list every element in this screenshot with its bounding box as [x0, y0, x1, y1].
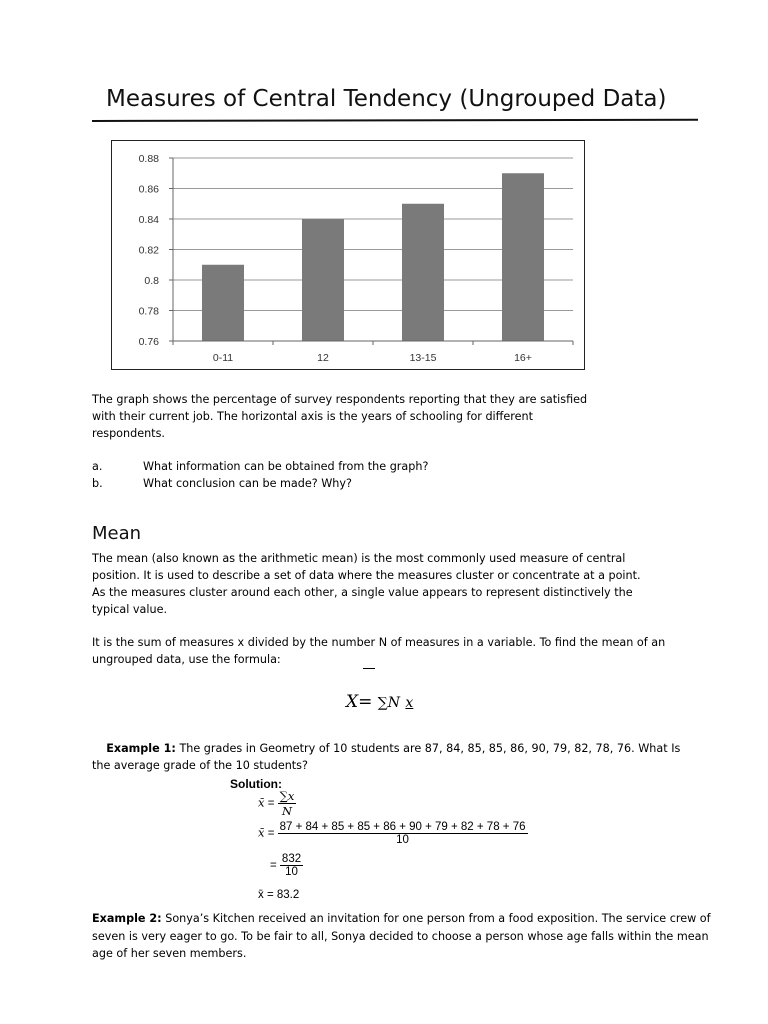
mean-paragraph-2	[92, 634, 665, 668]
fraction-numerator: ∑x	[279, 789, 295, 803]
solution-step-1	[258, 789, 296, 818]
bar	[502, 173, 544, 341]
bar	[402, 204, 444, 341]
bar	[202, 265, 244, 341]
mean-bar-symbol	[363, 668, 375, 669]
mean-p1-line: As the measures cluster around each other, a single value appears to represent distinctively the	[92, 586, 633, 599]
y-tick-label: 0.76	[138, 336, 159, 348]
mean-p2-line: It is the sum of measures x divided by the number N of measures in a variable. To find the mean of an	[92, 636, 666, 649]
example-2-line-1	[92, 910, 711, 928]
intro-line-2: with their current job. The horizontal axis is the years of schooling for different	[92, 410, 533, 423]
mean-p2-line: ungrouped data, use the formula:	[92, 653, 281, 666]
example-1-text-1: The grades in Geometry of 10 students are 87, 84, 85, 85, 86, 90, 79, 82, 78, 76. What Is	[175, 742, 681, 755]
fraction-denominator: N	[281, 804, 292, 818]
y-tick-label: 0.84	[138, 214, 159, 226]
y-tick-label: 0.78	[138, 305, 159, 318]
example-2-line-3: age of her seven members.	[92, 947, 247, 960]
title-underline	[92, 119, 698, 122]
question-text: What conclusion can be made? Why?	[143, 477, 352, 490]
mean-paragraph-1	[92, 550, 641, 618]
formula-x: X	[346, 692, 359, 712]
bar	[302, 219, 344, 341]
x-tick-label: 13-15	[409, 352, 437, 364]
equals-sign: =	[267, 827, 275, 840]
intro-line-3: respondents.	[92, 427, 165, 440]
mean-p1-line: The mean (also known as the arithmetic mean) is the most commonly used measure of central	[92, 552, 626, 565]
fraction-numerator: 832	[281, 853, 302, 865]
y-tick-label: 0.86	[138, 183, 159, 196]
mean-formula	[346, 692, 413, 712]
x-bar-symbol: x̄	[258, 795, 265, 810]
formula-eq: =	[358, 692, 373, 712]
x-tick-label: 12	[317, 352, 329, 364]
equals-sign: =	[267, 797, 275, 810]
intro-paragraph	[92, 391, 587, 442]
bar-chart	[111, 140, 585, 370]
y-tick-label: 0.82	[138, 244, 159, 257]
mean-heading: Mean	[92, 523, 142, 544]
example-1-paragraph	[92, 740, 680, 774]
question-text: What information can be obtained from the graph?	[143, 460, 429, 473]
page-title: Measures of Central Tendency (Ungrouped Data)	[106, 86, 667, 112]
y-tick-label: 0.88	[138, 153, 159, 165]
question-label: b.	[92, 477, 103, 490]
equals-sign: =	[270, 859, 277, 872]
y-tick-label: 0.8	[144, 275, 159, 287]
sum-expression-fraction	[278, 821, 528, 846]
example-1-label: Example 1:	[106, 742, 176, 755]
example-2-line-2: seven is very eager to go. To be fair to all, Sonya decided to choose a person whose age falls within the mean	[92, 929, 709, 943]
solution-label: Solution:	[230, 777, 282, 791]
solution-result: x̄ = 83.2	[258, 889, 300, 901]
solution-step-3	[270, 853, 303, 878]
total-fraction	[280, 853, 303, 878]
intro-line-1: The graph shows the percentage of survey respondents reporting that they are satisfied	[92, 393, 588, 406]
formula-sum: ∑N	[377, 695, 401, 711]
formula-var: x	[405, 695, 414, 711]
fraction-denominator: 10	[285, 866, 298, 878]
mean-p1-line: typical value.	[92, 603, 168, 616]
x-tick-label: 0-11	[212, 352, 234, 364]
x-bar-symbol: x̄	[258, 825, 265, 840]
example-2-label: Example 2:	[92, 912, 162, 925]
solution-step-2	[258, 821, 528, 846]
x-tick-label: 16+	[514, 352, 532, 364]
example-2-text-1: Sonya’s Kitchen received an invitation for one person from a food exposition. The service crew of	[161, 912, 711, 925]
mean-p1-line: position. It is used to describe a set of data where the measures cluster or concentrate at a point.	[92, 569, 641, 582]
question-label: a.	[92, 460, 103, 473]
bar-chart-svg	[112, 141, 586, 371]
example-1-line-1	[92, 740, 680, 757]
example-1-line-2: the average grade of the 10 students?	[92, 759, 308, 772]
sum-over-n-fraction	[278, 789, 297, 818]
fraction-denominator: 10	[396, 834, 409, 846]
fraction-numerator: 87 + 84 + 85 + 85 + 86 + 90 + 79 + 82 + 78 + 76	[279, 821, 526, 833]
example-2-paragraph	[92, 910, 711, 963]
